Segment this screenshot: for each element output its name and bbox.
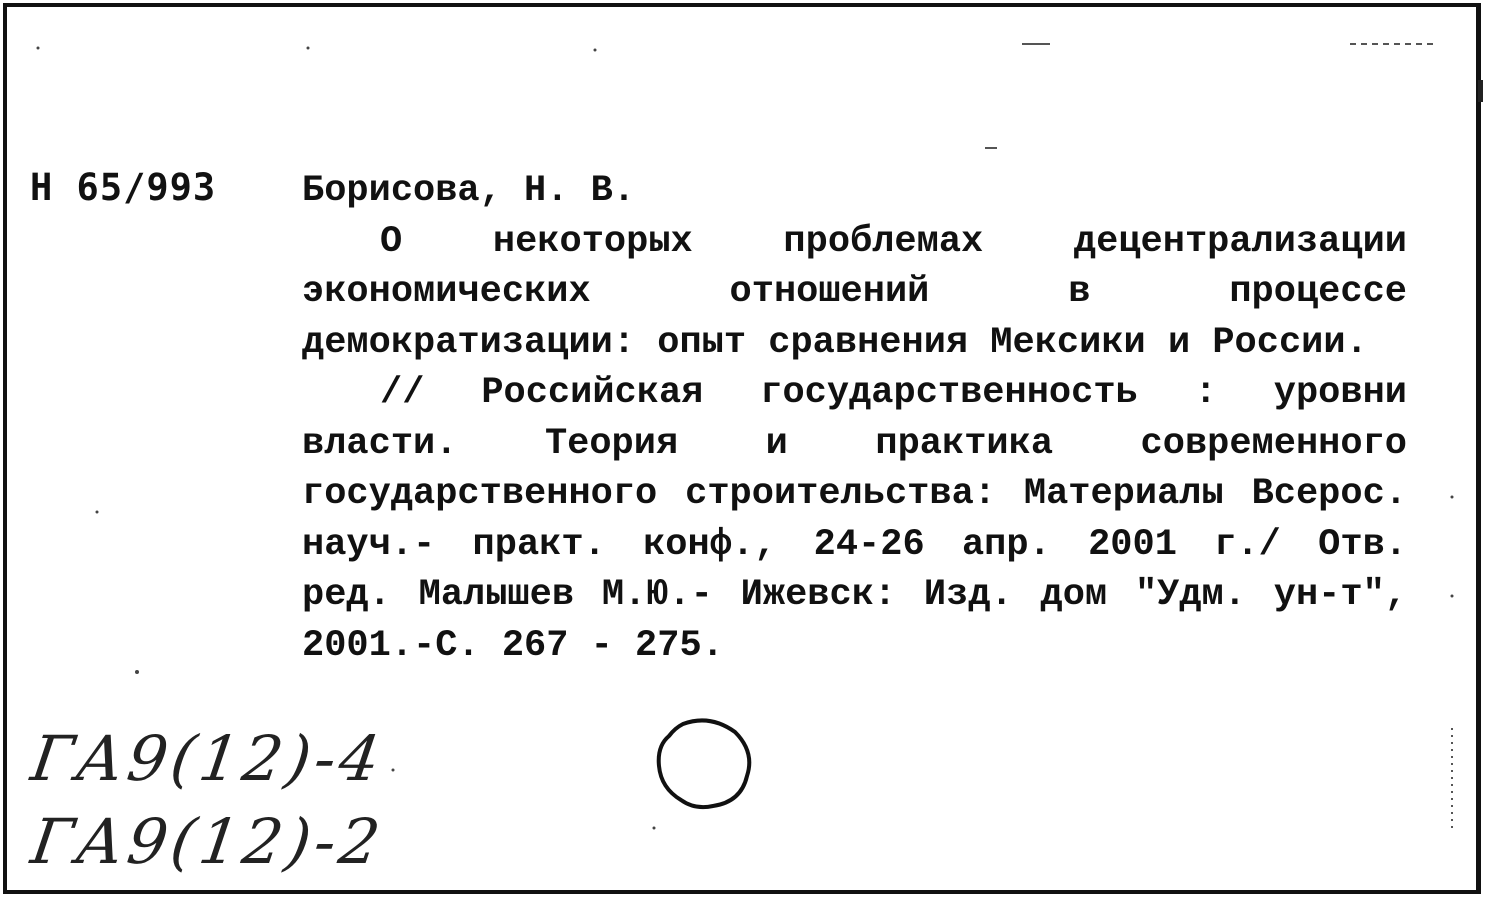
circle-stamp xyxy=(655,718,753,810)
handwritten-code-2: ГА9(12)-2 xyxy=(26,805,389,878)
bibliographic-entry xyxy=(302,166,1407,671)
work-title: О некоторых проблемах децентрализации экономических отношений в процессе демократизации: опыт сравнения Мексики и России. xyxy=(302,220,1407,364)
handwritten-code-1: ГА9(12)-4 xyxy=(26,722,389,795)
shelfmark: Н 65/993 xyxy=(30,166,217,209)
source-description: // Российская государственность : уровни власти. Теория и практика современного государственного строительства: Материалы Всерос. науч.- практ. конф., 24-26 апр. 2001 г./ Отв. ред. Малышев М.Ю.- Ижевск: Изд. дом "Удм. ун-т", 2001.-С. 267 - 275. xyxy=(302,372,1407,667)
author-name: Борисова, Н. В. xyxy=(302,170,636,212)
